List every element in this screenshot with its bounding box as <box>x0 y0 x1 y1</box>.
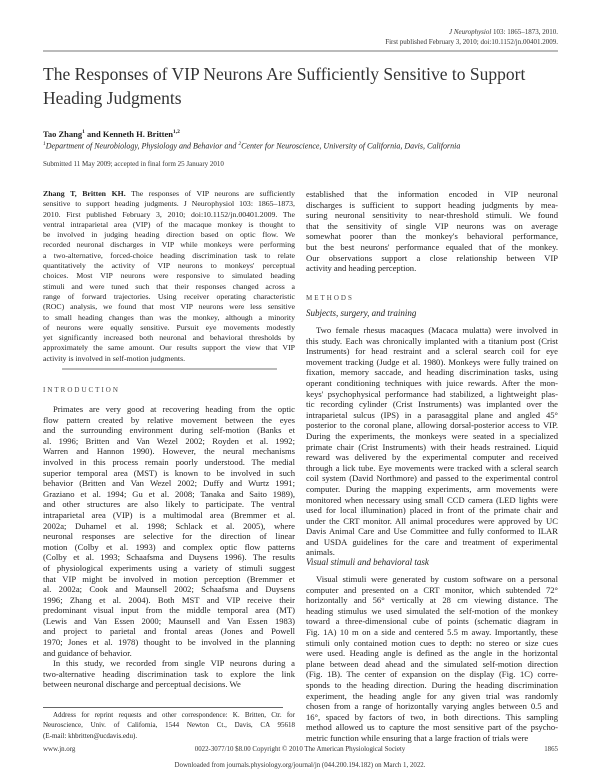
text-line: stimuli only contained motion cues to depth: no stereo or size cues <box>306 637 558 648</box>
text-line: (Colby et al. 1993; Schaafsma and Duysens 1996). The results <box>43 552 295 563</box>
text-line: under the CRT monitor. All animal procedures were approved by UC <box>306 515 558 526</box>
text-line: al. 2002a; Cook and Maunsell 2002; Schaafsma and Duysens <box>43 584 295 595</box>
text-line: (E-mail: khbritten@ucdavis.edu). <box>43 731 138 740</box>
affiliations <box>43 141 460 151</box>
text-line: recorded neuronal discharges in VIP while monkeys were performing <box>43 240 295 250</box>
text-line: sponds to the heading direction. During the heading discrimination <box>306 679 558 690</box>
text-line: (Lewis and Van Essen 2000; Maunsell and Van Essen 1983) <box>43 615 295 626</box>
text-line: horizontally and 56° vertically at 28 cm viewing distance. The <box>306 595 558 606</box>
text-line: neuronal responses are selective for the direction of linear <box>43 531 295 542</box>
text-line: keys' psychophysical performance had stabilized, a lightweight plas- <box>306 388 558 399</box>
text-line: between neuronal discharge and perceptual decisions. We <box>43 679 241 690</box>
text-line: 2010. First published February 3, 2010; doi:10.1152/jn.00401.2009. The <box>43 209 295 219</box>
affil-1-mark: 1 <box>43 141 46 147</box>
text-line: movement tracking (Judge et al. 1980). Monkeys were fully trained on <box>306 356 558 367</box>
text-line: ventral intraparietal area (VIP) of the macaque monkey is thought to <box>43 219 295 229</box>
text-line: Neuroscience, Univ. of California, 1544 Newton Ct., Davis, CA 95618 <box>43 721 295 730</box>
methods-subjects-body <box>306 325 558 558</box>
text-line: used for local illumination) placed in front of the primate chair and <box>306 505 558 516</box>
text-line: al. 1996; Britten and Van Wezel 2002; Royden et al. 1992; <box>43 435 295 446</box>
abstract-citation-lead: Zhang T, Britten KH. <box>43 189 126 198</box>
text-line: Address for reprint requests and other correspondence: K. Britten, Ctr. for <box>53 711 295 719</box>
text-line: activity is involved in self-motion judgments. <box>43 353 186 363</box>
subsection-visual-stimuli: Visual stimuli and behavioral task <box>306 557 429 567</box>
article-title: The Responses of VIP Neurons Are Sufficiently Sensitive to Support Heading Judgments <box>43 64 526 108</box>
publication-info: First published February 3, 2010; doi:10.1152/jn.00401.2009. <box>385 38 558 46</box>
text-line: a two-alternative, forced-choice heading discrimination task to relate <box>43 250 295 260</box>
text-line: Fig. 1A) 10 m on a side and centered 5.5 m away. Importantly, these <box>306 626 558 637</box>
abstract-right <box>306 189 558 274</box>
text-line: plane between dead ahead and the simulated self-motion direction <box>306 658 558 669</box>
text-line: computer and presented on a CRT monitor, which subtended 72° <box>306 584 558 595</box>
text-line: reward was delivered by the experimental computer and received <box>306 452 558 463</box>
text-line: superior temporal area (MST) is known to be involved in such <box>43 467 295 478</box>
author-2-affil: 1,2 <box>172 129 180 136</box>
text-line: monitored when necessary using small CCD camera (LED lights were <box>306 494 558 505</box>
journal-citation: 103: 1865–1873, 2010. <box>491 28 558 36</box>
text-line: but the best neurons' performance equaled that of the monkey. <box>306 241 558 252</box>
text-line: and USDA guidelines for the care and treatment of experimental <box>306 536 558 547</box>
text-line: approximately the same amount. Our results support the view that VIP <box>43 343 295 353</box>
text-line: involved in this process remain poorly understood. The medial <box>43 456 295 467</box>
text-line: discharges is sufficient to support heading judgments by mea- <box>306 199 558 210</box>
text-line: operant conditioning techniques with juice rewards. After the mon- <box>306 377 558 388</box>
text-line: suring neuronal sensitivity to near-threshold stimuli. We found <box>306 210 558 221</box>
text-line: intraparietal area (VIP) is a multimodal area (Bremmer et al. <box>43 509 295 520</box>
journal-header <box>385 27 558 47</box>
text-line: of neurons were equally sensitive. Pursuit eye movements modestly <box>43 322 295 332</box>
text-line: quantitatively the activity of VIP neurons to monkeys' perceptual <box>43 261 295 271</box>
text-line: be involved in judging heading direction based on optic flow. We <box>43 230 295 240</box>
text-line: flow pattern created by relative movement between the eyes <box>43 414 295 425</box>
text-line: two-alternative heading discrimination task to explore the link <box>43 668 295 679</box>
affil-1: Department of Neurobiology, Physiology and Behavior and <box>45 141 239 151</box>
text-line: experiment, the heading angle for any given trial was randomly <box>306 690 558 701</box>
text-line: were used. Heading angle is defined as the angle in the horizontal <box>306 648 558 659</box>
text-line: tic recording cylinder (Crist Instruments) was implanted over the <box>306 399 558 410</box>
text-line: choices. Most VIP neurons were responsive to simulated heading <box>43 271 295 281</box>
text-line: Davis Animal Care and Use Committee and fully conformed to ILAR <box>306 526 558 537</box>
text-line: heading stimulus we used simulated the self-motion of the monkey <box>306 605 558 616</box>
introduction-heading: INTRODUCTION <box>43 386 120 394</box>
text-line: posterior to the coronal plane, allowing dorsal-posterior access to VIP. <box>306 420 558 431</box>
download-notice: Downloaded from journals.physiology.org/journal/jn (044.200.194.182) on March 1, 2022. <box>174 762 426 769</box>
text-line: 1996; Zhang et al. 2004). Both MST and VIP receive their <box>43 594 295 605</box>
text-line: Primates are very good at recovering heading from the optic <box>53 404 295 414</box>
text-line: that VIP might be involved in motion perception (Bremmer et <box>43 573 295 584</box>
author-1: Tao Zhang <box>43 129 83 139</box>
text-line: toward a three-dimensional cube of points (schematic diagram in <box>306 616 558 627</box>
text-line: stimuli and were tuned such that their responses changed across a <box>43 281 295 291</box>
affil-2: Center for Neuroscience, University of California, Davis, California <box>241 141 461 151</box>
text-line: animals. <box>306 547 335 558</box>
text-line: that the sensitivity of single VIP neurons was on average <box>306 220 558 231</box>
text-line: Two female rhesus macaques (Macaca mulatta) were involved in <box>316 325 558 335</box>
authors-and: and <box>84 129 103 139</box>
abstract-left <box>43 189 295 364</box>
subsection-subjects: Subjects, surgery, and training <box>306 308 417 318</box>
introduction-body <box>43 404 295 690</box>
text-line: of physiological experiments using a variety of stimuli suggest <box>43 562 295 573</box>
text-line: chosen from a range of horizontally varying angles between 0.5 and <box>306 701 558 712</box>
journal-name: J Neurophysiol <box>448 28 492 36</box>
text-line: In this study, we recorded from single VIP neurons during a <box>53 658 295 669</box>
text-line: Graziano et al. 1994; Gu et al. 2008; Tanaka and Saito 1989), <box>43 488 295 499</box>
text-line: and guidance of behavior. <box>43 647 132 658</box>
header-rule <box>43 50 558 52</box>
journal-website[interactable]: www.jn.org <box>43 746 76 753</box>
text-line: computer. During the mapping experiments, arm movements were <box>306 483 558 494</box>
author-2: Kenneth H. Britten <box>102 129 173 139</box>
text-line: During the experiments, the monkeys were seated in a specialized <box>306 430 558 441</box>
text-line: Our observations support a close relationship between VIP <box>306 252 558 263</box>
text-line: (Fig. 1B). The center of expansion on the display (Fig. 1C) corre- <box>306 669 558 680</box>
text-line: fixation, memory saccade, and heading discrimination tasks, using <box>306 367 558 378</box>
text-line: and other structures are also likely to participate. The ventral <box>43 499 295 510</box>
affil-2-mark: 2 <box>238 141 242 147</box>
submission-dates: Submitted 11 May 2009; accepted in final form 25 January 2010 <box>43 160 224 168</box>
text-line: Visual stimuli were generated by custom software on a personal <box>316 574 558 584</box>
abstract-rule <box>62 368 277 370</box>
text-line: activity and heading perception. <box>306 263 417 274</box>
text-line: predominant visual input from the middle temporal area (MT) <box>43 605 295 616</box>
text-line-content: The responses of VIP neurons are sufficiently <box>125 189 296 198</box>
text-line: somewhat poorer than the monkey's behavioral performance, <box>306 231 558 242</box>
text-line: this study. Each was chronically implanted with a titanium post (Crist <box>306 335 558 346</box>
text-line: behavior (Britten and Van Wezel 2002; Duffy and Wurtz 1991; <box>43 478 295 489</box>
text-line <box>43 189 295 199</box>
authors <box>43 129 180 139</box>
text-line: 1970; Jones et al. 1978) thought to be involved in the planning <box>43 637 295 648</box>
text-line: and the surrounding environment during self-motion (Banks et <box>43 425 295 436</box>
text-line: established that the information encoded in VIP neuronal <box>306 189 558 199</box>
text-line: metric function while ensuring that a large fraction of trials were <box>306 732 529 743</box>
text-line: coil system (David Northmore) and passed to the experimental control <box>306 473 558 484</box>
methods-visual-body <box>306 574 558 744</box>
text-line: yet significantly increased both neuronal and behavioral thresholds by <box>43 333 295 343</box>
text-line: method allowed us to capture the most sensitive part of the psycho- <box>306 722 558 733</box>
text-line: range of forward trajectories. Using receiver operating characteristic <box>43 291 295 301</box>
footnote-rule <box>43 707 283 708</box>
footnote <box>43 710 295 741</box>
author-1-affil: 1 <box>82 129 85 136</box>
text-line: to small heading changes than was the monkey, although a minority <box>43 312 295 322</box>
text-line: primate chair (Crist Instruments) with their heads restrained. Liquid <box>306 441 558 452</box>
text-line: 2002a; Duhamel et al. 1998; Schlack et al. 2005), where <box>43 520 295 531</box>
page-number: 1865 <box>544 746 558 753</box>
text-line: (ROC) analysis, we found that most VIP neurons were less sensitive <box>43 302 295 312</box>
text-line: through a lick tube. Eye movements were tracked with a scleral search <box>306 462 558 473</box>
copyright: 0022-3077/10 $8.00 Copyright © 2010 The American Physiological Society <box>194 746 406 753</box>
text-line: sensitive to support heading judgments. J Neurophysiol 103: 1865–1873, <box>43 199 295 209</box>
methods-heading: METHODS <box>306 294 354 302</box>
text-line: 16°, spaced by factors of two, in both directions. This sampling <box>306 711 558 722</box>
text-line: intraparietal sulcus (IPS) in a parasaggital plane and angled 45° <box>306 409 558 420</box>
text-line: Warren and Hannon 1990). However, the neural mechanisms <box>43 446 295 457</box>
text-line: motion (Colby et al. 1993) and complex optic flow patterns <box>43 541 295 552</box>
text-line: and project to parietal and frontal areas (Jones and Powell <box>43 626 295 637</box>
text-line: Instruments) for head restraint and a scleral search coil for eye <box>306 346 558 357</box>
